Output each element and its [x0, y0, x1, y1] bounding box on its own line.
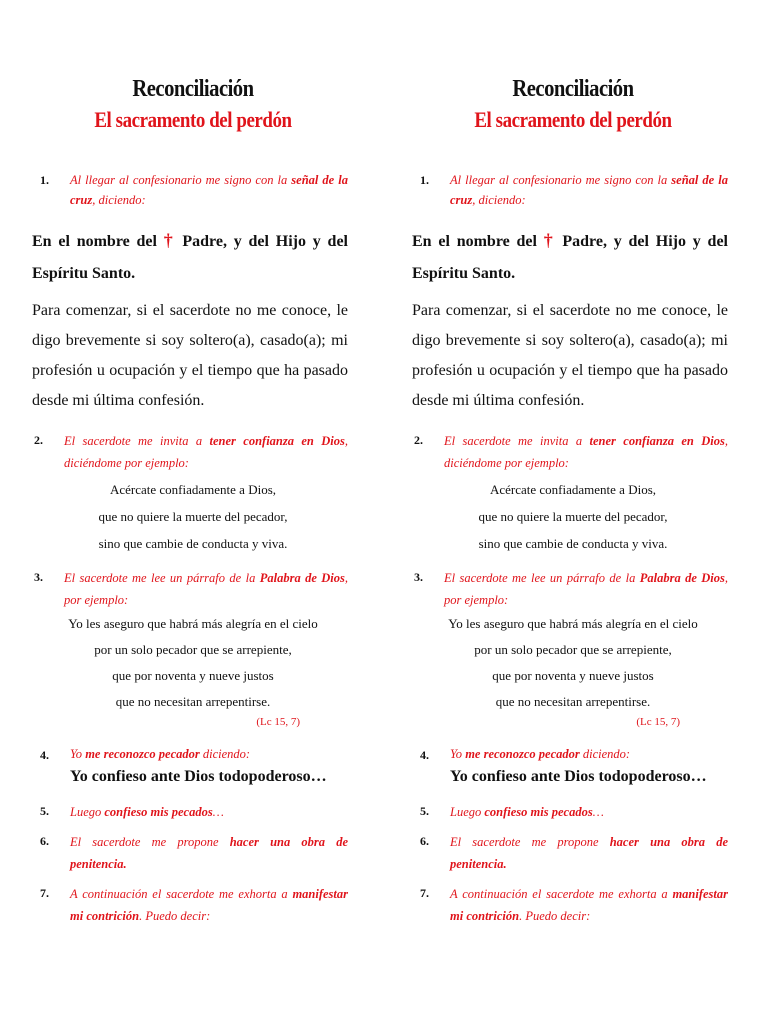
- step-7: [418, 883, 728, 927]
- step-instruction: El sacerdote me lee un párrafo de la Palabra de Dios, por ejemplo:: [64, 571, 349, 607]
- column-right: [412, 74, 729, 927]
- step-2: [34, 430, 348, 474]
- quote-line: Acércate confiadamente a Dios,: [489, 482, 657, 497]
- step-instruction: El sacerdote me lee un párrafo de la Palabra de Dios, por ejemplo:: [444, 571, 729, 607]
- step-instruction: Yo me reconozco pecador diciendo:: [450, 747, 631, 761]
- column-left: [32, 74, 349, 927]
- quote-line: sino que cambie de conducta y viva.: [98, 536, 288, 551]
- quote-block: [38, 611, 348, 715]
- step-2: [414, 430, 728, 474]
- step-instruction: El sacerdote me propone hacer una obra de penitencia.: [450, 835, 728, 871]
- confiteor-prayer: Yo confieso ante Dios todopoderoso…: [450, 768, 707, 785]
- step-number: 7.: [40, 886, 49, 900]
- quote-line: sino que cambie de conducta y viva.: [478, 536, 668, 551]
- step-number: 1.: [40, 173, 49, 187]
- quote-line: Yo les aseguro que habrá más alegría en el cielo: [68, 616, 318, 631]
- step-number: 5.: [40, 804, 49, 818]
- step-7: [38, 883, 348, 927]
- confiteor-prayer: Yo confieso ante Dios todopoderoso…: [70, 768, 327, 785]
- step-1: [38, 170, 348, 210]
- step-number: 3.: [414, 570, 423, 584]
- quote-line: que no quiere la muerte del pecador,: [478, 509, 668, 524]
- quote-line: Yo les aseguro que habrá más alegría en el cielo: [448, 616, 698, 631]
- sign-of-cross-prayer: En el nombre del † Padre, y del Hijo y del Espíritu Santo.: [412, 230, 728, 282]
- quote-line: que por noventa y nueve justos: [112, 668, 274, 683]
- step-number: 3.: [34, 570, 43, 584]
- sign-of-cross-prayer: En el nombre del † Padre, y del Hijo y del Espíritu Santo.: [32, 230, 348, 282]
- step-3: [34, 567, 349, 611]
- quote-line: que no necesitan arrepentirse.: [115, 694, 271, 709]
- quote-line: que no necesitan arrepentirse.: [495, 694, 651, 709]
- step-number: 6.: [40, 834, 49, 848]
- step-instruction: A continuación el sacerdote me exhorta a manifestar mi contrición. Puedo decir:: [450, 887, 728, 923]
- step-instruction: Al llegar al confesionario me signo con la señal de la cruz, diciendo:: [450, 173, 728, 207]
- step-4: [38, 745, 348, 791]
- step-number: 7.: [420, 886, 429, 900]
- quote-block: [418, 611, 728, 715]
- quote-line: por un solo pecador que se arrepiente,: [94, 642, 292, 657]
- step-5: [418, 801, 728, 823]
- cross-icon: †: [543, 230, 556, 250]
- step-instruction: Luego confieso mis pecados…: [70, 805, 224, 819]
- step-number: 1.: [420, 173, 429, 187]
- quote-line: Acércate confiadamente a Dios,: [109, 482, 277, 497]
- bible-reference: (Lc 15, 7): [636, 716, 680, 728]
- page-title: Reconciliación: [512, 76, 634, 102]
- step-6: [38, 831, 348, 875]
- quote-line: por un solo pecador que se arrepiente,: [474, 642, 672, 657]
- step-number: 4.: [40, 748, 49, 762]
- intro-paragraph: Para comenzar, si el sacerdote no me conoce, le digo brevemente si soy soltero(a), casado(a); mi profesión u ocupación y el tiempo que ha pasado desde mi última confesión.: [32, 302, 348, 409]
- step-4: [418, 745, 728, 791]
- bible-reference: (Lc 15, 7): [256, 716, 300, 728]
- step-instruction: El sacerdote me invita a tener confianza en Dios, diciéndome por ejemplo:: [444, 434, 728, 470]
- step-6: [418, 831, 728, 875]
- step-number: 5.: [420, 804, 429, 818]
- step-1: [418, 170, 728, 210]
- step-instruction: El sacerdote me propone hacer una obra de penitencia.: [70, 835, 348, 871]
- step-instruction: El sacerdote me invita a tener confianza en Dios, diciéndome por ejemplo:: [64, 434, 348, 470]
- step-5: [38, 801, 348, 823]
- step-number: 6.: [420, 834, 429, 848]
- quote-line: que no quiere la muerte del pecador,: [98, 509, 288, 524]
- step-number: 2.: [34, 433, 43, 447]
- step-instruction: Luego confieso mis pecados…: [450, 805, 604, 819]
- step-3: [414, 567, 729, 611]
- cross-icon: †: [163, 230, 176, 250]
- step-instruction: Al llegar al confesionario me signo con la señal de la cruz, diciendo:: [70, 173, 348, 207]
- step-instruction: A continuación el sacerdote me exhorta a manifestar mi contrición. Puedo decir:: [70, 887, 348, 923]
- page-title: Reconciliación: [132, 76, 254, 102]
- quote-block: [418, 476, 728, 557]
- page-subtitle: El sacramento del perdón: [94, 107, 292, 132]
- step-instruction: Yo me reconozco pecador diciendo:: [70, 747, 251, 761]
- step-number: 2.: [414, 433, 423, 447]
- quote-line: que por noventa y nueve justos: [492, 668, 654, 683]
- page-subtitle: El sacramento del perdón: [474, 107, 672, 132]
- step-number: 4.: [420, 748, 429, 762]
- intro-paragraph: Para comenzar, si el sacerdote no me conoce, le digo brevemente si soy soltero(a), casado(a); mi profesión u ocupación y el tiempo que ha pasado desde mi última confesión.: [412, 302, 728, 409]
- quote-block: [38, 476, 348, 557]
